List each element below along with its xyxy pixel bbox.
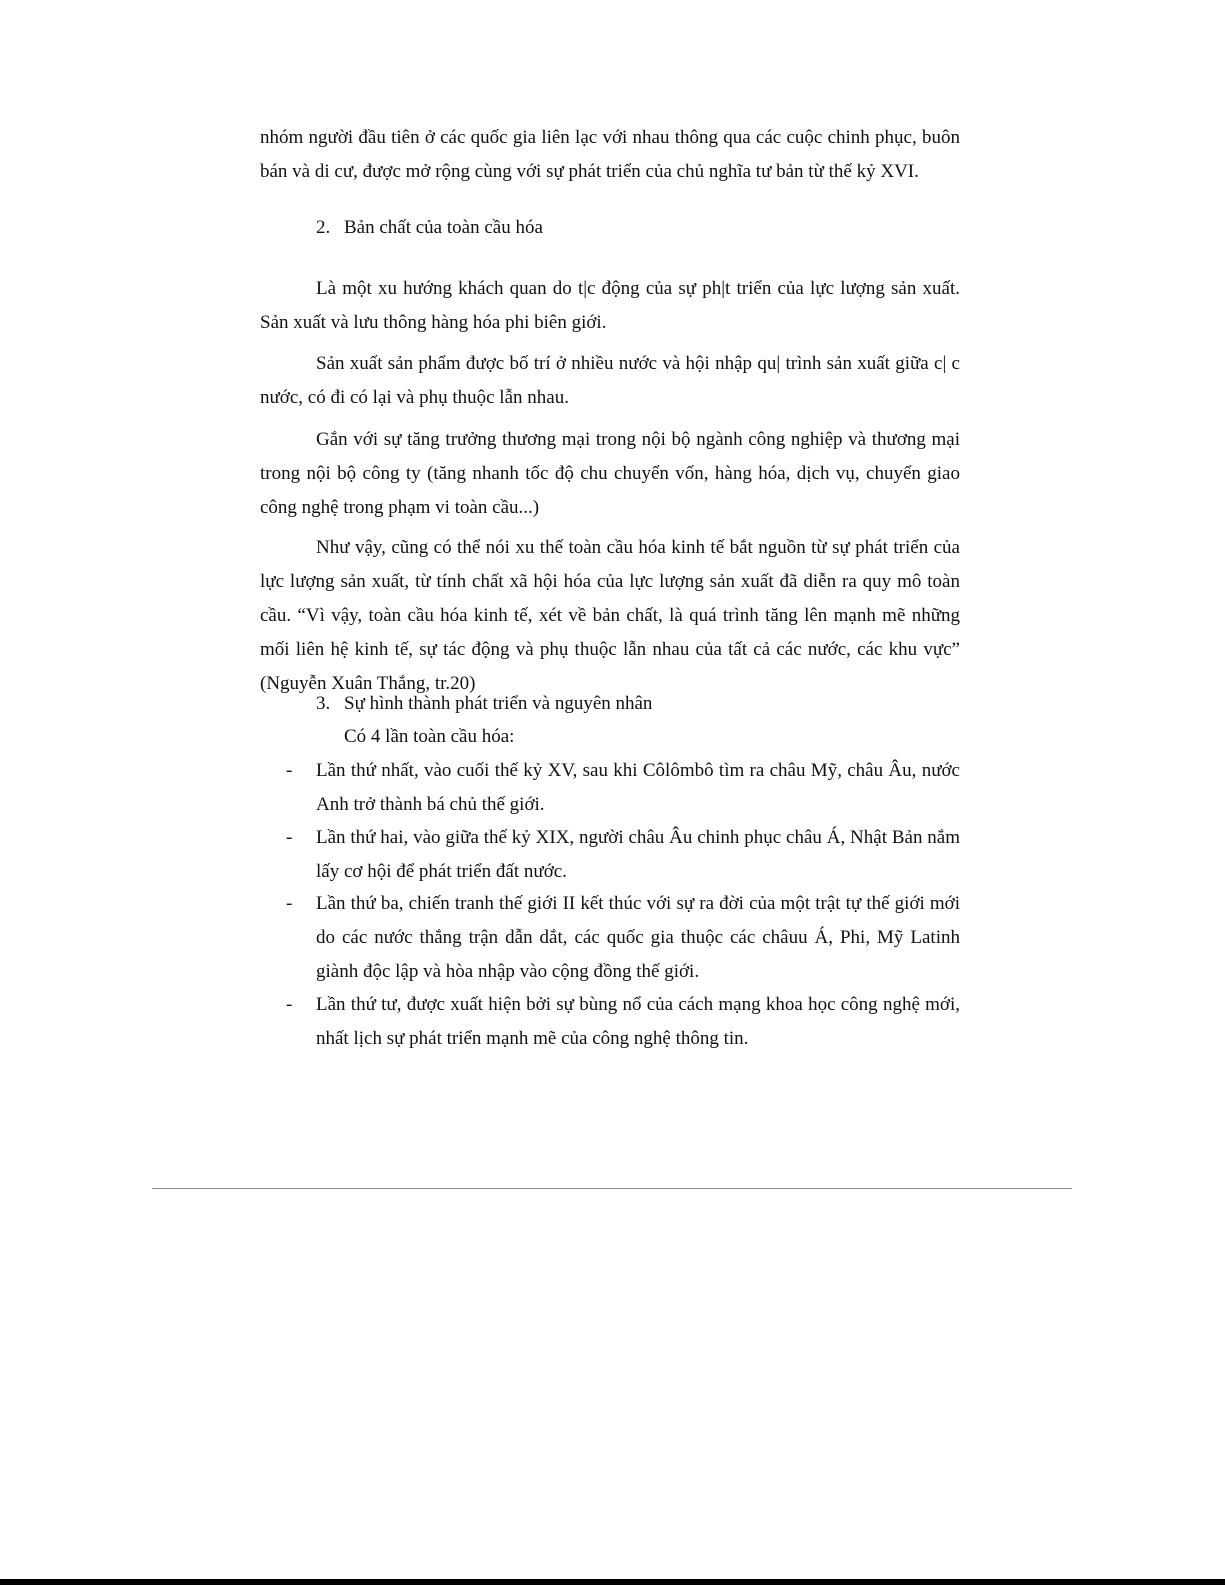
section-title: Sự hình thành phát triển và nguyên nhân [344, 693, 653, 714]
list-item-text: Lần thứ hai, vào giữa thế kỷ XIX, người châu Âu chinh phục châu Á, Nhật Bản nắm lấy cơ hội để phát triển đất nước. [316, 827, 960, 882]
bullet-dash: - [286, 994, 293, 1015]
paragraph-conclusion: Như vậy, cũng có thể nói xu thế toàn cầu hóa kinh tế bắt nguồn từ sự phát triển của lực lượng sản xuất, từ tính chất xã hội hóa của lực lượng sản xuất đã diễn ra quy mô toàn cầu. “Vì vậy, toàn cầu hóa kinh tế, xét về bản chất, là quá trình tăng lên mạnh mẽ những mối liên hệ kinh tế, sự tác động và phụ thuộc lẫn nhau của tất cả các nước, các khu vực” (Nguyễn Xuân Thắng, tr.20) [260, 537, 960, 694]
section-number: 2. [316, 217, 331, 238]
section-number: 3. [316, 693, 331, 714]
paragraph-origins: nhóm người đầu tiên ở các quốc gia liên lạc với nhau thông qua các cuộc chinh phục, buôn bán và di cư, được mở rộng cùng với sự phát triển của chủ nghĩa tư bản từ thế kỷ XVI. [260, 127, 960, 182]
section-heading-2 [316, 211, 543, 245]
list-intro-text: Có 4 lần toàn cầu hóa: [344, 726, 515, 747]
list-item-text: Lần thứ ba, chiến tranh thế giới II kết thúc với sự ra đời của một trật tự thế giới mới do các nước thắng trận dẫn dắt, các quốc gia thuộc các châuu Á, Phi, Mỹ Latinh giành độc lập và hòa nhập vào cộng đồng thế giới. [316, 893, 960, 982]
page-divider [152, 1188, 1072, 1189]
list-item-text: Lần thứ tư, được xuất hiện bởi sự bùng nổ của cách mạng khoa học công nghệ mới, nhất lịch sự phát triển mạnh mẽ của công nghệ thông tin. [316, 994, 960, 1049]
paragraph-production: Sản xuất sản phẩm được bố trí ở nhiều nước và hội nhập qu| trình sản xuất giữa c| c nước, có đi có lại và phụ thuộc lẫn nhau. [260, 353, 960, 408]
paragraph-nature: Là một xu hướng khách quan do t|c động của sự ph|t triển của lực lượng sản xuất. Sản xuất và lưu thông hàng hóa phi biên giới. [260, 278, 960, 333]
list-item [260, 887, 960, 989]
list-item [260, 988, 960, 1056]
bullet-dash: - [286, 893, 293, 914]
page-bottom-edge [0, 1579, 1225, 1585]
paragraph-trade: Gắn với sự tăng trưởng thương mại trong nội bộ ngành công nghiệp và thương mại trong nội bộ công ty (tăng nhanh tốc độ chu chuyển vốn, hàng hóa, dịch vụ, chuyển giao công nghệ trong phạm vi toàn cầu...) [260, 429, 960, 518]
section-title: Bản chất của toàn cầu hóa [344, 217, 543, 238]
list-intro [316, 720, 514, 754]
bullet-dash: - [286, 760, 293, 781]
list-item [260, 754, 960, 822]
list-item-text: Lần thứ nhất, vào cuối thế kỷ XV, sau khi Côlômbô tìm ra châu Mỹ, châu Âu, nước Anh trở thành bá chủ thế giới. [316, 760, 960, 815]
bullet-dash: - [286, 827, 293, 848]
section-heading-3 [316, 687, 652, 721]
list-item [260, 821, 960, 889]
